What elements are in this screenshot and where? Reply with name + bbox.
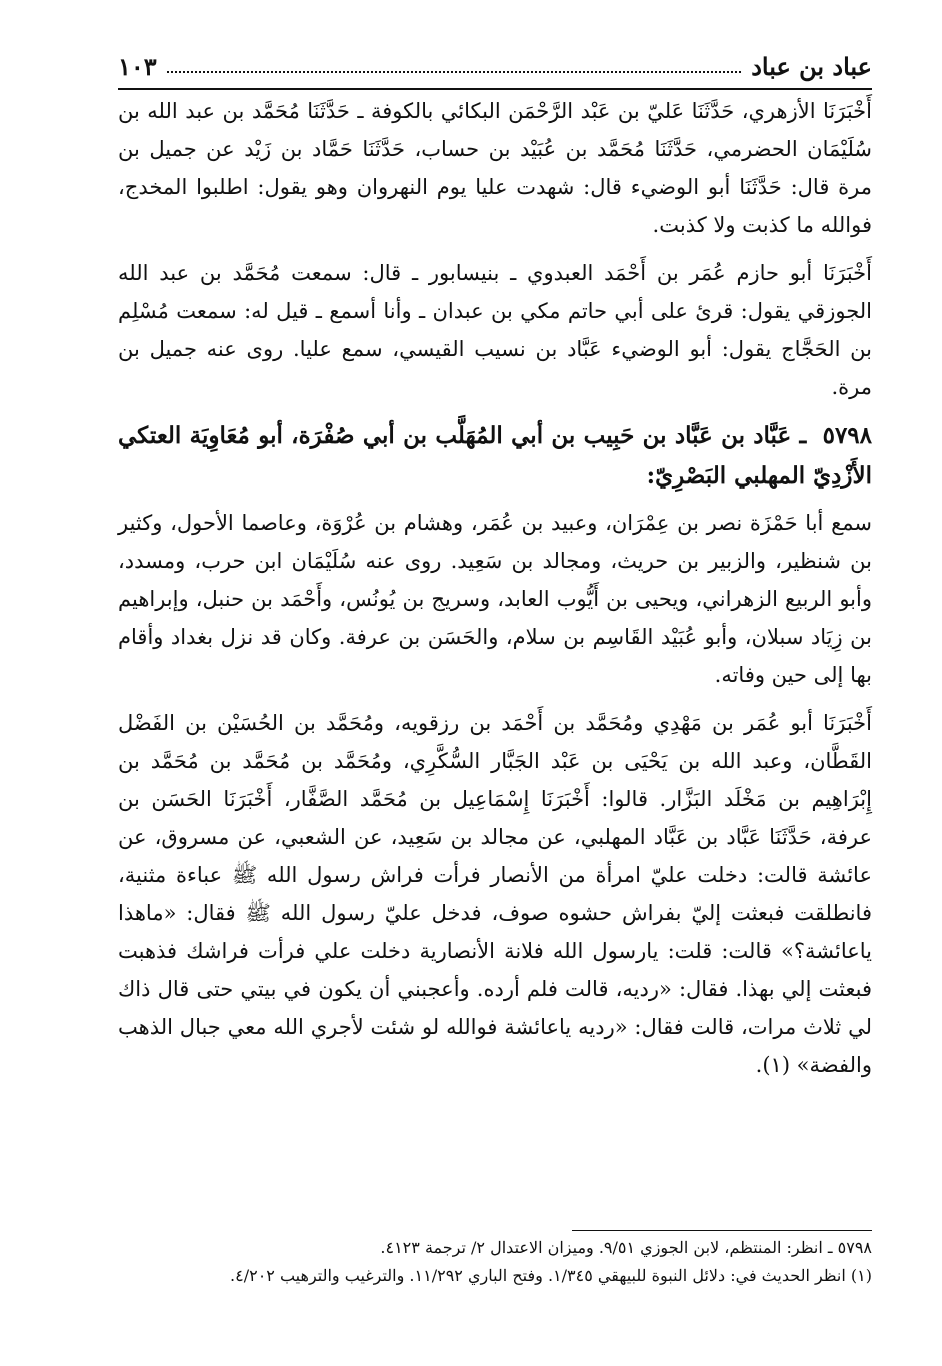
footnote-1: ٥٧٩٨ ـ انظر: المنتظم، لابن الجوزي ٩/٥١. وميزان الاعتدال ٢/ ترجمة ٤١٢٣. xyxy=(380,1238,872,1257)
header-dot-leader xyxy=(167,71,742,73)
footnotes xyxy=(118,1234,872,1290)
footnote-2: (١) انظر الحديث في: دلائل النبوة للبيهقي ١/٣٤٥. وفتح الباري ١١/٢٩٢. والترغيب والترهيب ٤/٢٠٢. xyxy=(230,1266,872,1285)
entry-heading xyxy=(118,416,872,496)
page-header xyxy=(118,44,872,90)
paragraph-1: أَخْبَرَنَا الأزهري، حَدَّثَنَا عَليّ بن عَبْد الرَّحْمَن البكائي بالكوفة ـ حَدَّثَنَا مُحَمَّد بن عبد الله بن سُلَيْمَان الحضرمي، حَدَّثَنَا مُحَمَّد بن عُبَيْد بن حساب، حَدَّثَنَا حَمَّاد بن زَيْد عن جميل بن مرة قال: حَدَّثَنَا أبو الوضيء قال: شهدت عليا يوم النهروان وهو يقول: اطلبوا المخدج، فوالله ما كذبت ولا كذبت. xyxy=(118,99,872,237)
entry-paragraph-1: سمع أبا حَمْزَة نصر بن عِمْرَان، وعبيد بن عُمَر، وهشام بن عُرْوَة، وعاصما الأحول، وكثير بن شنظير، والزبير بن حريث، ومجالد بن سَعِيد. روى عنه سُلَيْمَان ابن حرب، ومسدد، وأبو الربيع الزهراني، ويحيى بن أَيُّوب العابد، وسريج بن يُونُس، وأَحْمَد بن حنبل، وإبراهيم بن زِيَاد سبلان، وأبو عُبَيْد القَاسِم بن سلام، والحَسَن بن عرفة. وكان قد نزل بغداد وأقام بها إلى حين وفاته. xyxy=(118,511,872,687)
entry-number: ٥٧٩٨ xyxy=(822,422,873,449)
main-text xyxy=(118,92,872,1094)
entry-title: ـ عَبَّاد بن عَبَّاد بن حَبِيب بن أبي المُهَلَّب بن أبي صُفْرَة، أبو مُعَاوِيَة العتكي الأَزْدِيّ المهلبي البَصْرِيّ: xyxy=(118,422,872,489)
paragraph-2: أَخْبَرَنَا أبو حازم عُمَر بن أَحْمَد العبدوي ـ بنيسابور ـ قال: سمعت مُحَمَّد بن عبد الله الجوزقي يقول: قرئ على أبي حاتم مكي بن عبدان ـ وأنا أسمع ـ قيل له: سمعت مُسْلِم بن الحَجَّاج يقول: أبو الوضيء عَبَّاد بن نسيب القيسي، سمع عليا. روى عنه جميل بن مرة. xyxy=(118,261,872,399)
footnote-divider xyxy=(572,1230,872,1231)
running-title: عباد بن عباد xyxy=(751,51,872,81)
entry-paragraph-2: أَخْبَرَنَا أبو عُمَر بن مَهْدِي ومُحَمَّد بن أَحْمَد بن رزقويه، ومُحَمَّد بن الحُسَيْن بن الفَضْل القَطَّان، وعبد الله بن يَحْيَى بن عَبْد الجَبَّار السُّكَّرِي، ومُحَمَّد بن مُحَمَّد بن مُحَمَّد بن إِبْرَاهِيم بن مَخْلَد البَزَّار. قالوا: أَخْبَرَنَا إِسْمَاعِيل بن مُحَمَّد الصَّفَّار، أَخْبَرَنَا الحَسَن بن عرفة، حَدَّثَنَا عَبَّاد بن عَبَّاد المهلبي، عن مجالد بن سَعِيد، عن الشعبي، عن مسروق، عن عائشة قالت: دخلت عليّ امرأة من الأنصار فرأت فراش رسول الله ﷺ عباءة مثنية، فانطلقت فبعثت إليّ بفراش حشوه صوف، فدخل عليّ رسول الله ﷺ فقال: «ماهذا ياعائشة؟» قالت: قلت: يارسول الله فلانة الأنصارية دخلت علي فرأت فراشك فذهبت فبعثت إلي بهذا. فقال: «رديه، قالت فلم أرده. وأعجبني أن يكون في بيتي حتى قال ذاك لي ثلاث مرات، قالت فقال: «رديه ياعائشة فوالله لو شئت لأجري الله معي جبال الذهب والفضة» (١). xyxy=(118,711,872,1077)
page-number: ١٠٣ xyxy=(118,51,157,81)
